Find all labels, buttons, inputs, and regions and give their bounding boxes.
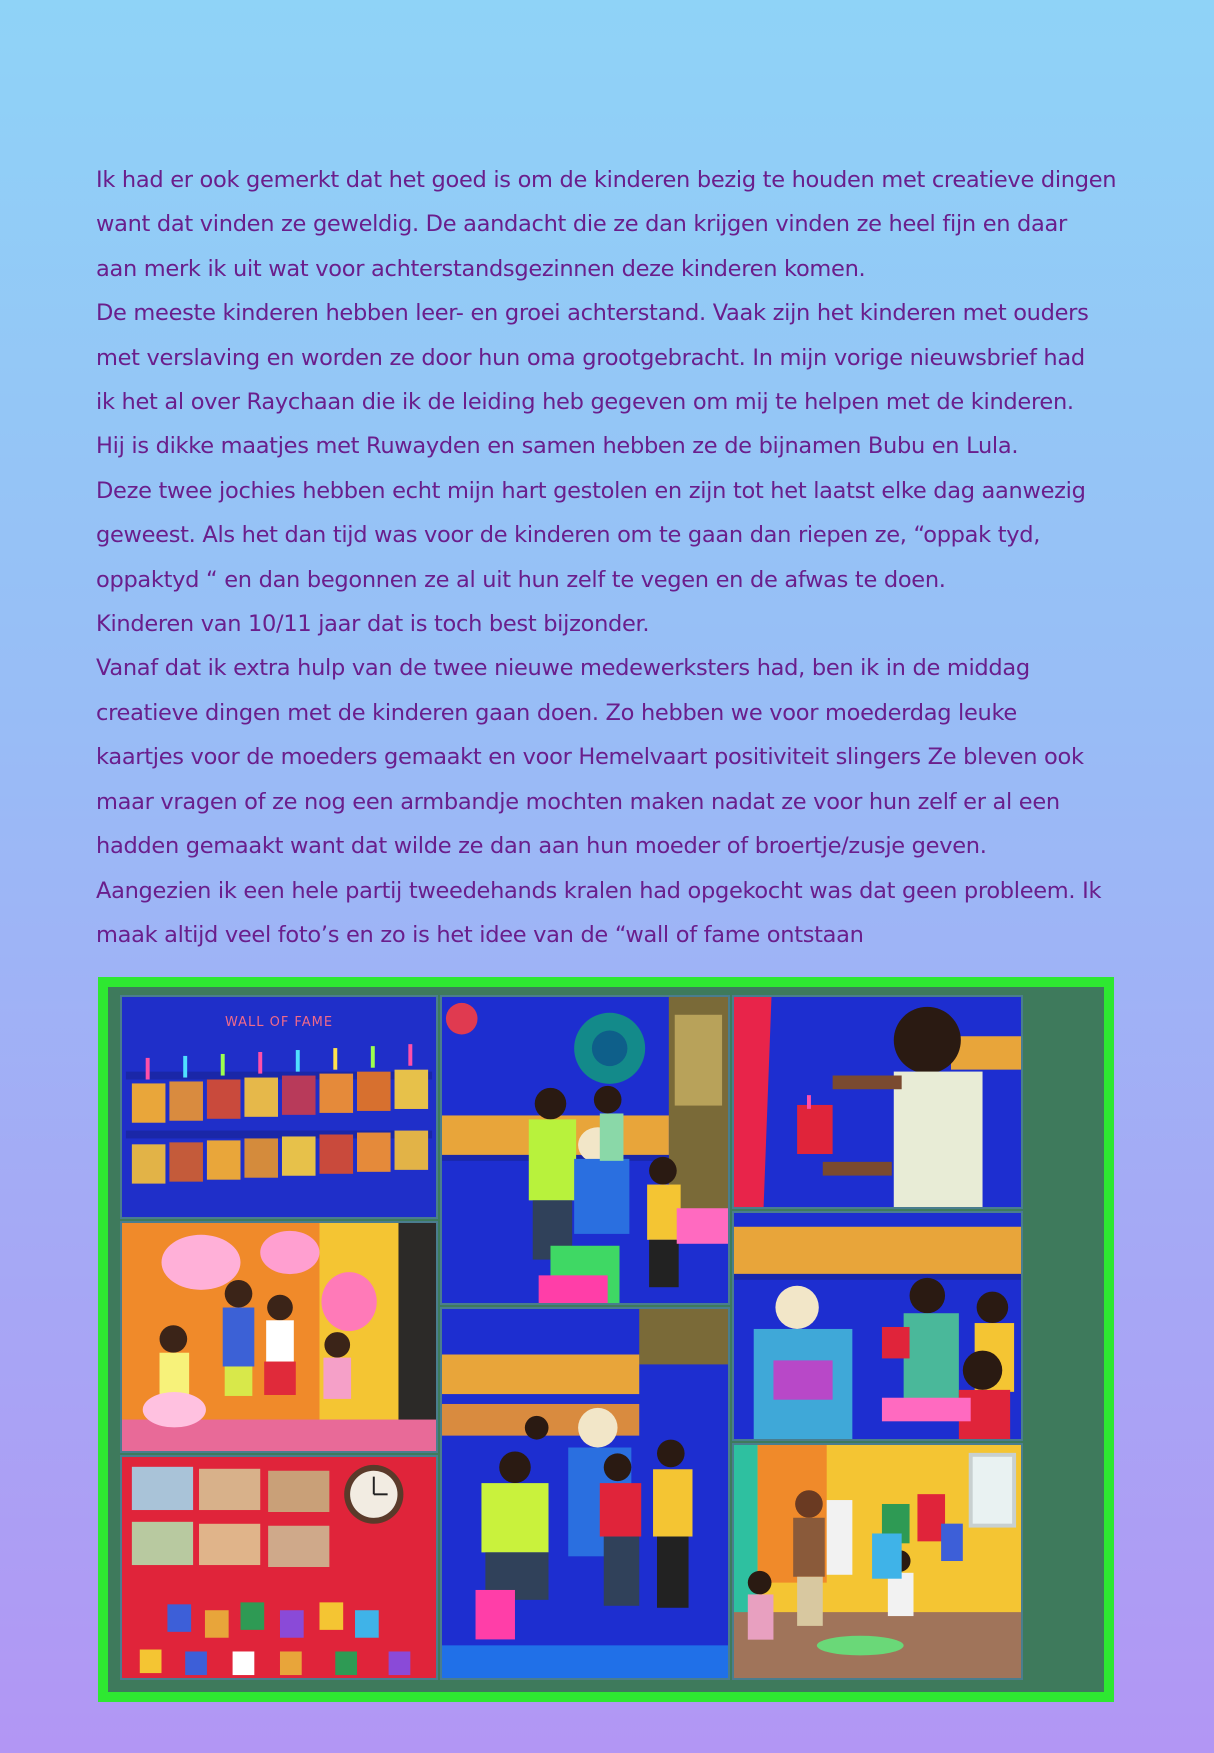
text-line: Vanaf dat ik extra hulp van de twee nieuwe medewerksters had, ben ik in de middag xyxy=(96,655,1030,682)
text-line: Ik had er ook gemerkt dat het goed is om de kinderen bezig te houden met creatieve dingen xyxy=(96,167,1117,193)
text-line: Kinderen van 10/11 jaar dat is toch best bijzonder. xyxy=(96,611,650,638)
photo-boy-hanging-card xyxy=(732,995,1023,1209)
text-line: geweest. Als het dan tijd was voor de kinderen om te gaan dan riepen ze, “oppak tyd, xyxy=(96,522,1041,549)
photo-group-with-woman xyxy=(440,1307,730,1680)
text-line: hadden gemaakt want dat wilde ze dan aan hun moeder of broertje/zusje geven. xyxy=(96,833,987,860)
text-line: met verslaving en worden ze door hun oma grootgebracht. In mijn vorige nieuwsbrief had xyxy=(96,344,1085,371)
text-line: creatieve dingen met de kinderen gaan doen. Zo hebben we voor moederdag leuke xyxy=(96,699,1017,726)
text-line: ik het al over Raychaan die ik de leiding heb gegeven om mij te helpen met de kinderen. xyxy=(96,389,1074,416)
photo-dancing-kids xyxy=(732,1443,1023,1680)
body-text xyxy=(96,158,1126,957)
photo-dress-up xyxy=(120,1221,438,1453)
photo-woman-at-table xyxy=(732,1211,1023,1441)
text-line: oppaktyd “ en dan begonnen ze al uit hun zelf te vegen en de afwas te doen. xyxy=(96,566,946,593)
collage-inner xyxy=(108,987,1104,1692)
text-line: maar vragen of ze nog een armbandje mochten maken nadat ze voor hun zelf er al een xyxy=(96,788,1060,815)
photo-wall-of-fame xyxy=(120,995,438,1219)
text-line: Hij is dikke maatjes met Ruwayden en samen hebben ze de bijnamen Bubu en Lula. xyxy=(96,433,1019,460)
text-line: want dat vinden ze geweldig. De aandacht die ze dan krijgen vinden ze heel fijn en daar xyxy=(96,211,1067,238)
text-line: De meeste kinderen hebben leer- en groei achterstand. Vaak zijn het kinderen met ouders xyxy=(96,300,1089,327)
text-line: Aangezien ik een hele partij tweedehands kralen had opgekocht was dat geen probleem. Ik xyxy=(96,877,1102,904)
wall-of-fame-sign: WALL OF FAME xyxy=(224,1015,334,1030)
text-line: Deze twee jochies hebben echt mijn hart gestolen en zijn tot het laatst elke dag aanwezig xyxy=(96,477,1086,504)
text-line: aan merk ik uit wat voor achterstandsgezinnen deze kinderen komen. xyxy=(96,255,866,282)
photo-red-wall xyxy=(120,1455,438,1680)
text-line: maak altijd veel foto’s en zo is het idee van de “wall of fame ontstaan xyxy=(96,921,864,948)
text-line: kaartjes voor de moeders gemaakt en voor Hemelvaart positiviteit slingers Ze bleven ook xyxy=(96,744,1084,771)
photo-blue-room-boys xyxy=(440,995,730,1305)
photo-collage xyxy=(98,977,1114,1702)
